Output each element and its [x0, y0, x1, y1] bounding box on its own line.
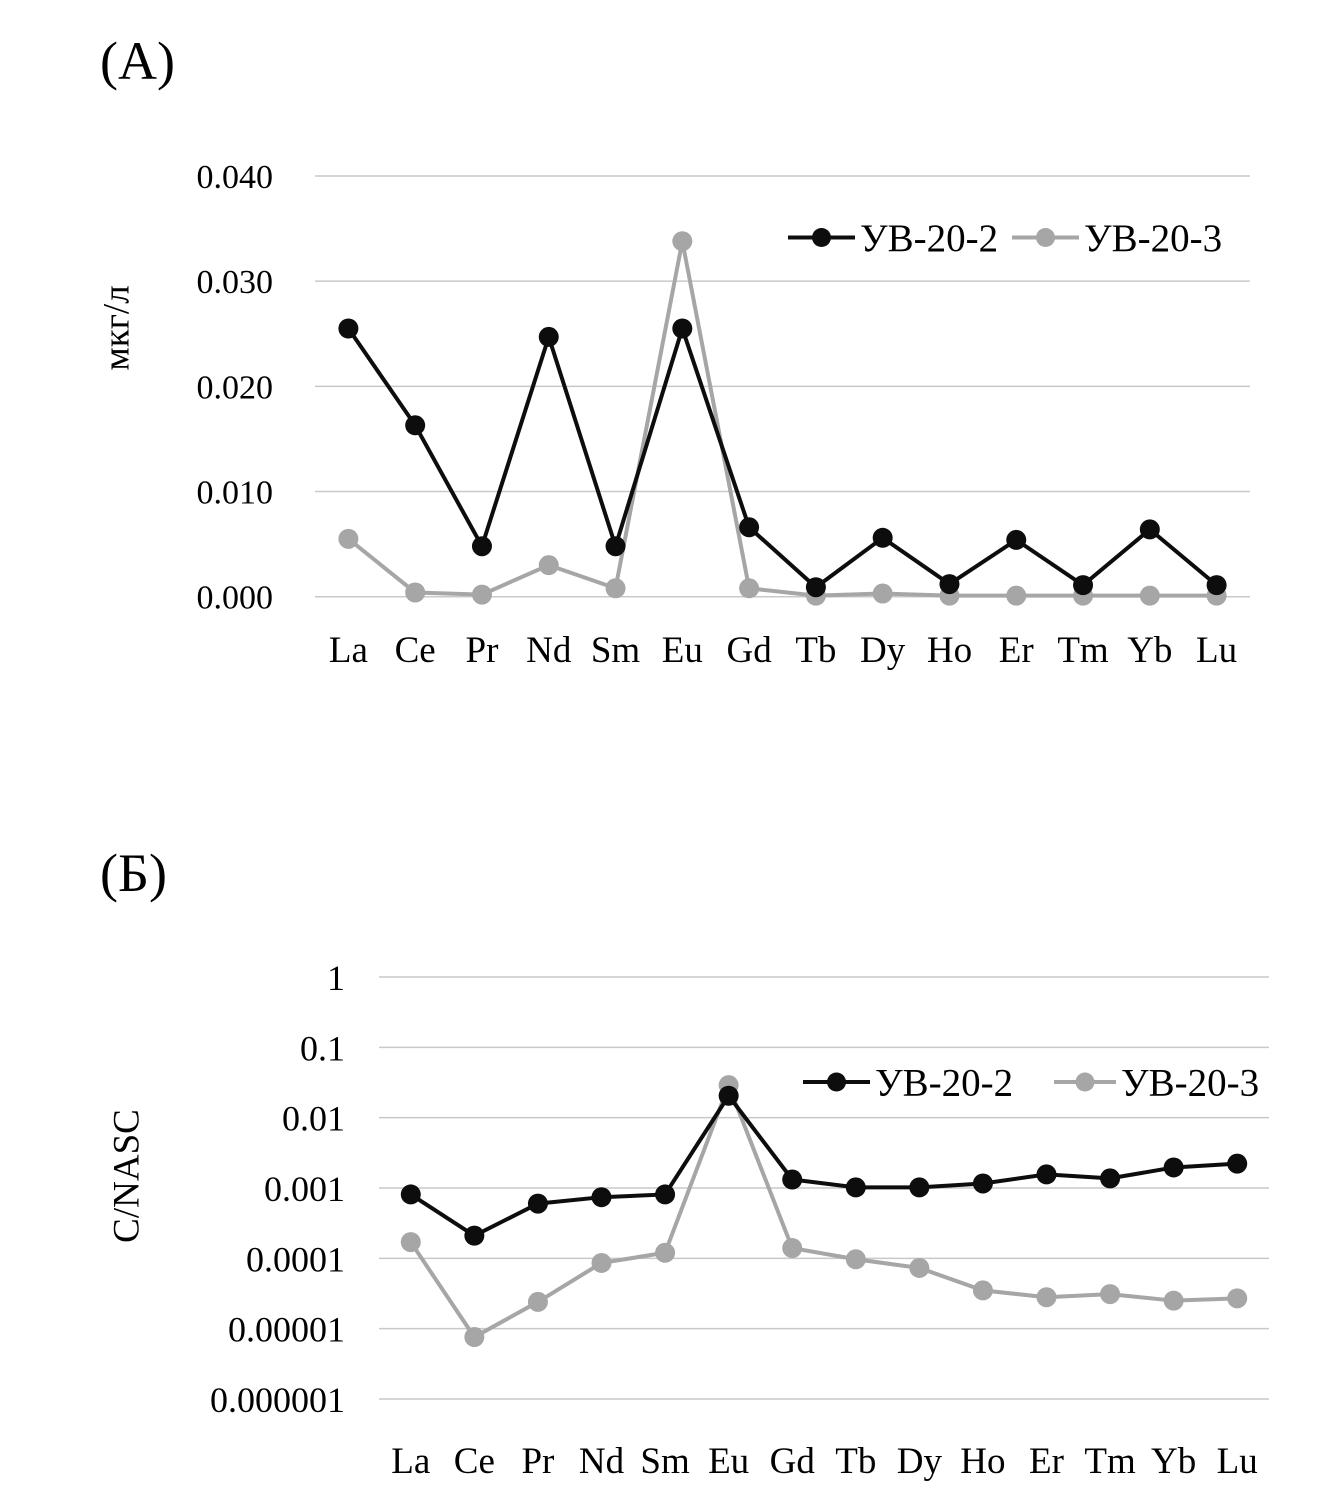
- x-category-label: Lu: [1196, 630, 1238, 671]
- x-axis-category-labels-b: [391, 1441, 1257, 1482]
- data-point-marker: [338, 529, 358, 549]
- y-tick-label: 1: [327, 958, 345, 998]
- legend-label: УВ-20-2: [875, 1061, 1014, 1105]
- data-point-marker: [401, 1184, 421, 1204]
- data-point-marker: [1100, 1168, 1120, 1188]
- panel-b-label: (Б): [100, 843, 167, 903]
- data-point-marker: [782, 1238, 802, 1258]
- data-point-marker: [1140, 519, 1160, 539]
- data-point-marker: [528, 1194, 548, 1214]
- data-point-marker: [939, 574, 959, 594]
- y-axis-tick-labels-b: [210, 958, 345, 1420]
- legend-b: [803, 1061, 1259, 1104]
- x-category-label: Dy: [860, 630, 906, 671]
- data-point-marker: [909, 1258, 929, 1278]
- data-point-marker: [592, 1187, 612, 1207]
- x-category-label: Gd: [769, 1441, 815, 1482]
- panel-b-line-chart: [0, 760, 1333, 1512]
- data-point-marker: [472, 585, 492, 605]
- x-category-label: Ce: [394, 630, 436, 671]
- data-point-marker: [806, 577, 826, 597]
- x-category-label: Dy: [896, 1441, 942, 1482]
- data-point-marker: [539, 327, 559, 347]
- data-point-marker: [472, 536, 492, 556]
- y-tick-label: 0.001: [264, 1169, 345, 1209]
- x-category-label: Tm: [1084, 1441, 1136, 1482]
- y-tick-label: 0.040: [196, 159, 273, 196]
- y-tick-label: 0.1: [300, 1028, 345, 1069]
- data-point-marker: [1037, 1287, 1057, 1307]
- x-category-label: Er: [998, 630, 1034, 671]
- x-category-label: La: [391, 1441, 431, 1482]
- series-line: [411, 1096, 1237, 1236]
- gridlines-b: [379, 977, 1269, 1399]
- x-category-label: Lu: [1216, 1441, 1258, 1482]
- x-category-label: Nd: [578, 1441, 625, 1482]
- data-point-marker: [873, 528, 893, 548]
- series-b-1: [401, 1086, 1247, 1246]
- legend-item-2: [1054, 1061, 1259, 1104]
- series-b-2: [401, 1075, 1247, 1347]
- x-category-label: Yb: [1127, 630, 1173, 671]
- data-point-marker: [401, 1232, 421, 1252]
- legend-item-1: [803, 1061, 1013, 1104]
- data-point-marker: [528, 1292, 548, 1312]
- data-point-marker: [1037, 1164, 1057, 1184]
- legend-a: [788, 217, 1222, 260]
- data-point-marker: [1164, 1157, 1184, 1177]
- data-point-marker: [464, 1226, 484, 1246]
- data-point-marker: [655, 1184, 675, 1204]
- legend-marker: [812, 228, 831, 247]
- data-point-marker: [973, 1280, 993, 1300]
- x-category-label: Sm: [590, 630, 641, 671]
- legend-item-2: [1012, 217, 1222, 260]
- y-tick-label: 0.00001: [228, 1309, 345, 1350]
- legend-marker: [1076, 1073, 1095, 1092]
- y-tick-label: 0.000001: [210, 1380, 345, 1420]
- x-category-label: Ho: [926, 630, 973, 671]
- x-category-label: Tb: [835, 1441, 877, 1482]
- data-point-marker: [782, 1170, 802, 1190]
- data-point-marker: [1006, 586, 1026, 606]
- data-point-marker: [405, 415, 425, 435]
- legend-label: УВ-20-2: [860, 216, 999, 260]
- y-tick-label: 0.000: [196, 579, 273, 617]
- data-point-marker: [539, 555, 559, 575]
- data-point-marker: [592, 1253, 612, 1273]
- data-point-marker: [672, 231, 692, 251]
- x-category-label: Pr: [465, 630, 499, 671]
- data-point-marker: [1164, 1291, 1184, 1311]
- panel-a-label: (А): [100, 31, 175, 91]
- data-point-marker: [873, 584, 893, 604]
- y-tick-label: 0.0001: [246, 1239, 345, 1280]
- data-point-marker: [846, 1177, 866, 1197]
- x-category-label: Er: [1029, 1441, 1064, 1482]
- data-point-marker: [1227, 1288, 1247, 1308]
- y-tick-label: 0.020: [196, 369, 273, 407]
- y-tick-label: 0.01: [282, 1098, 345, 1139]
- x-category-label: Tb: [795, 630, 837, 671]
- data-point-marker: [338, 319, 358, 339]
- legend-label: УВ-20-3: [1121, 1061, 1260, 1105]
- data-point-marker: [1227, 1154, 1247, 1174]
- series-a-2: [338, 231, 1226, 605]
- data-point-marker: [606, 536, 626, 556]
- data-point-marker: [909, 1177, 929, 1197]
- panel-a-y-axis-title: мкг/л: [96, 285, 138, 371]
- data-point-marker: [464, 1327, 484, 1347]
- x-category-label: Nd: [526, 630, 572, 671]
- data-point-marker: [846, 1249, 866, 1269]
- x-category-label: Tm: [1057, 630, 1109, 671]
- data-point-marker: [606, 578, 626, 598]
- x-axis-category-labels-a: [329, 630, 1237, 671]
- x-category-label: Eu: [661, 630, 703, 671]
- data-point-marker: [672, 319, 692, 339]
- x-category-label: Ho: [960, 1441, 1006, 1482]
- x-category-label: Yb: [1151, 1441, 1197, 1482]
- legend-marker: [827, 1073, 846, 1092]
- series-a-1: [338, 319, 1226, 598]
- data-point-marker: [405, 582, 425, 602]
- y-tick-label: 0.010: [196, 474, 273, 512]
- legend-marker: [1036, 228, 1055, 247]
- x-category-label: Sm: [640, 1441, 690, 1482]
- data-point-marker: [739, 578, 759, 598]
- data-point-marker: [973, 1173, 993, 1193]
- y-axis-tick-labels-a: [197, 159, 274, 617]
- data-point-marker: [655, 1243, 675, 1263]
- data-point-marker: [719, 1086, 739, 1106]
- x-category-label: Gd: [726, 630, 772, 671]
- data-point-marker: [1073, 575, 1093, 595]
- x-category-label: Eu: [708, 1441, 750, 1482]
- x-category-label: La: [328, 630, 368, 671]
- legend-label: УВ-20-3: [1084, 216, 1223, 260]
- legend-item-1: [788, 217, 998, 260]
- panel-b-y-axis-title: C/NASC: [106, 1109, 148, 1243]
- data-point-marker: [1006, 530, 1026, 550]
- data-point-marker: [739, 517, 759, 537]
- y-tick-label: 0.030: [196, 264, 273, 302]
- data-point-marker: [1140, 586, 1160, 606]
- data-point-marker: [1207, 575, 1227, 595]
- x-category-label: Ce: [453, 1441, 495, 1482]
- data-point-marker: [1100, 1284, 1120, 1304]
- x-category-label: Pr: [521, 1441, 555, 1482]
